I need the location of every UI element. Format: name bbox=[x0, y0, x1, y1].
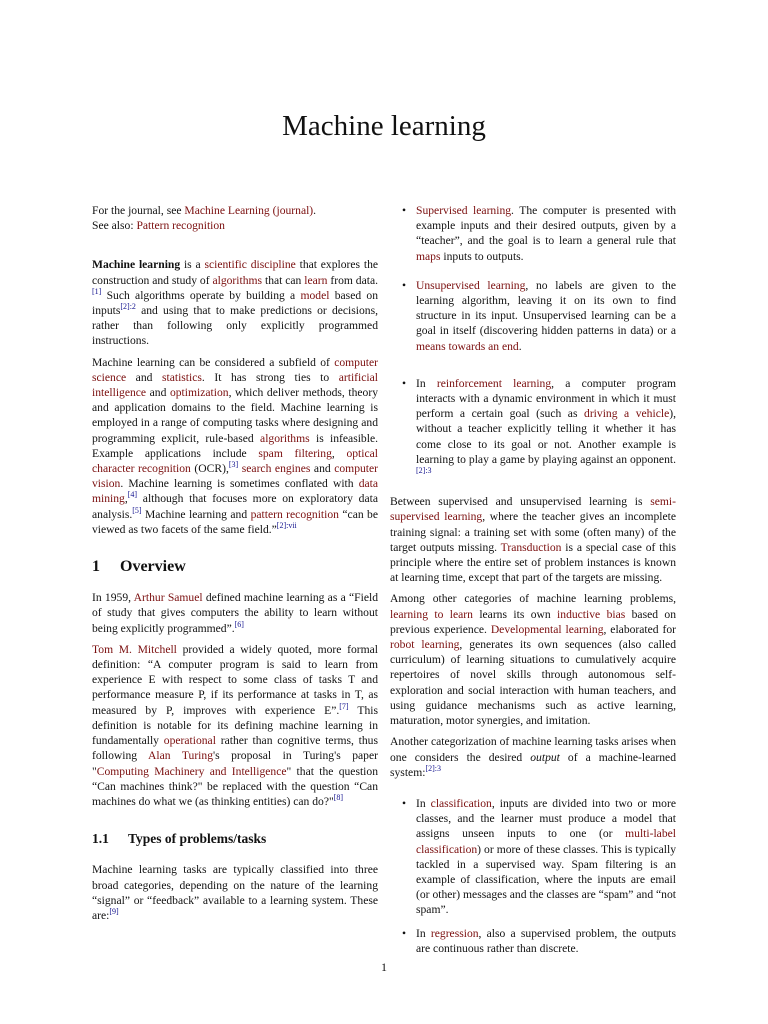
intro-paragraph-1: Machine learning is a scientific discipline that explores the construction and study of algorithms that can learn from data.[1] Such algorithms operate by building a model based on inputs$^{[2]:2}$ and using that to make predictions or decisions, rather than following only explicitly programmed instructions. bbox=[92, 258, 379, 348]
bullet-icon: • bbox=[402, 278, 407, 292]
link-pattern-recognition[interactable]: Pattern recognition bbox=[136, 219, 225, 233]
output-types-list bbox=[390, 796, 676, 956]
overview-paragraph-2: Tom M. Mitchell provided a widely quoted, more formal definition: “A computer program is said to learn from experience E with respect to some class of tasks T and performance measure P, if its performance at tasks in T, as measured by P, improves with experience E”.[7] This definition is notable for its defining machine learning in fundamentally operational rather than cognitive terms, thus following Alan Turing's proposal in Turing's paper "Computing Machinery and Intelligence" that the question “Can machines think?" be replaced with the question “Can machines do what we (as thinking entities) can do?"[8] bbox=[92, 642, 379, 808]
link-maps[interactable]: maps bbox=[416, 249, 441, 263]
link-computer-vision[interactable]: computer vision bbox=[92, 462, 379, 491]
bullet-icon: • bbox=[402, 796, 407, 810]
list-item: • In reinforcement learning, a computer program interacts with a dynamic environment in which it must perform a certain goal (such as driving a vehicle), without a teacher explicitly telling it whether it has come close to its goal or not. Another example is learning to play a game by playing against an opponent.$^{[2]:3}$ bbox=[402, 376, 676, 476]
citation-ref[interactable]: [2]:vii bbox=[276, 521, 297, 530]
overview-paragraph-1: In 1959, Arthur Samuel defined machine learning as a “Field of study that gives computers the ability to learn without being explicitly programmed”.[6] bbox=[92, 591, 378, 635]
link-unsupervised-learning[interactable]: Unsupervised learning bbox=[416, 278, 526, 292]
citation-ref[interactable]: [2]:3 bbox=[416, 466, 432, 476]
link-ocr[interactable]: optical character recognition bbox=[92, 446, 379, 476]
intro-paragraph-2: Machine learning can be considered a subfield of computer science and statistics. It has strong ties to artificial intelligence and optimization, which deliver methods, theory and application domains to the field. Machine learning is employed in a range of computing tasks where designing and programming explicit, rule-based algorithms is infeasible. Example applications include spam filtering, optical character recognition (OCR),[3] search engines and computer vision. Machine learning is sometimes conflated with data mining,[4] although that focuses more on exploratory data analysis.[5] Machine learning and pattern recognition “can be viewed as two facets of the same field.”$^{[2]:vii}$ bbox=[92, 355, 379, 536]
semi-supervised-paragraph: Between supervised and unsupervised learning is semi-supervised learning, where the teacher gives an incomplete training signal: a training set with some (often many) of the target outputs missing. Transduction is a special case of this principle where the entire set of problem instances is known at learning time, except that part of the targets are missing. bbox=[390, 495, 676, 585]
link-computer-science[interactable]: computer science bbox=[92, 355, 378, 384]
page-title: Machine learning bbox=[282, 110, 486, 142]
citation-ref[interactable]: [2]:2 bbox=[120, 302, 136, 312]
link-semi-supervised-learning[interactable]: semi-supervised learning bbox=[390, 495, 676, 524]
bullet-icon: • bbox=[402, 926, 407, 940]
link-operational[interactable]: operational bbox=[163, 734, 216, 748]
bullet-icon: • bbox=[402, 376, 407, 390]
citation-ref[interactable]: [4] bbox=[127, 490, 138, 500]
link-means-towards-an-end[interactable]: means towards an end bbox=[416, 339, 519, 353]
link-reinforcement-learning[interactable]: reinforcement learning bbox=[436, 376, 552, 390]
hatnote-see-also: See also: Pattern recognition bbox=[92, 219, 225, 233]
link-artificial-intelligence[interactable]: artificial intelligence bbox=[92, 370, 378, 400]
list-item: • Supervised learning. The computer is presented with example inputs and their desired outputs, given by a “teacher”, and the goal is to learn a general rule that maps inputs to outputs. bbox=[402, 204, 676, 263]
types-paragraph: Machine learning tasks are typically classified into three broad categories, depending on the nature of the learning “signal” or “feedback” available to a learning system. These are:[9] bbox=[92, 863, 378, 922]
citation-ref[interactable]: [6] bbox=[234, 619, 244, 629]
link-statistics[interactable]: statistics bbox=[161, 370, 202, 384]
bullet-icon: • bbox=[402, 204, 407, 217]
link-multi-label-classification[interactable]: multi-label classification bbox=[416, 827, 676, 856]
other-categories-paragraph: Among other categories of machine learning problems, learning to learn learns its own inductive bias based on previous experience. Developmental learning, elaborated for robot learning, generates its own sequences (also called curriculum) of learning situations to cumulatively acquire repertoires of novel skills through autonomous self-exploration and social interaction with human teachers, and using guidance mechanisms such as active learning, maturation, motor synergies, and imitation. bbox=[390, 592, 676, 728]
link-transduction[interactable]: Transduction bbox=[500, 540, 562, 554]
link-algorithms[interactable]: algorithms bbox=[212, 273, 263, 287]
link-supervised-learning[interactable]: Supervised learning bbox=[416, 204, 512, 217]
link-learn[interactable]: learn bbox=[304, 273, 328, 287]
link-alan-turing[interactable]: Alan Turing bbox=[147, 749, 213, 763]
link-classification[interactable]: classification bbox=[430, 796, 492, 810]
link-scientific-discipline[interactable]: scientific discipline bbox=[204, 258, 296, 272]
left-column bbox=[92, 203, 378, 929]
subsection-heading-types: 1.1 Types of problems/tasks bbox=[92, 831, 267, 847]
right-column bbox=[390, 203, 676, 956]
section-heading-overview: 1 Overview bbox=[92, 558, 186, 576]
citation-ref[interactable]: [8] bbox=[333, 793, 344, 803]
link-inductive-bias[interactable]: inductive bias bbox=[557, 607, 626, 621]
page-number: 1 bbox=[381, 960, 387, 974]
link-algorithms-2[interactable]: algorithms bbox=[260, 431, 310, 445]
link-developmental-learning[interactable]: Developmental learning bbox=[490, 622, 604, 636]
link-model[interactable]: model bbox=[300, 288, 330, 302]
link-spam-filtering[interactable]: spam filtering bbox=[258, 446, 332, 460]
hatnote-journal: For the journal, see Machine Learning (journal). bbox=[92, 204, 317, 217]
term-machine-learning: Machine learning bbox=[92, 258, 181, 272]
list-item: • Unsupervised learning, no labels are given to the learning algorithm, leaving it on its own to find structure in its input. Unsupervised learning can be a goal in itself (discovering hidden patterns in data) or a means towards an end. bbox=[402, 278, 676, 353]
citation-ref[interactable]: [2]:3 bbox=[425, 763, 441, 773]
link-robot-learning[interactable]: robot learning bbox=[390, 638, 460, 652]
link-machine-learning-journal[interactable]: Machine Learning (journal) bbox=[184, 204, 314, 217]
list-item: • In regression, also a supervised problem, the outputs are continuous rather than discrete. bbox=[402, 926, 676, 955]
output-categorization-paragraph: Another categorization of machine learning tasks arises when one considers the desired output of a machine-learned system:$^{[2]:3}$ bbox=[390, 735, 676, 779]
link-tom-mitchell[interactable]: Tom M. Mitchell bbox=[92, 642, 177, 656]
citation-ref[interactable]: [9] bbox=[109, 907, 119, 917]
link-regression[interactable]: regression bbox=[430, 926, 479, 940]
link-computing-machinery[interactable]: Computing Machinery and Intelligence bbox=[96, 764, 287, 778]
link-optimization[interactable]: optimization bbox=[169, 386, 229, 400]
citation-ref[interactable]: [5] bbox=[132, 505, 142, 515]
citation-ref[interactable]: [1] bbox=[92, 286, 102, 296]
citation-ref[interactable]: [7] bbox=[339, 701, 349, 711]
link-learning-to-learn[interactable]: learning to learn bbox=[390, 607, 473, 621]
link-search-engines[interactable]: search engines bbox=[241, 462, 311, 476]
link-data-mining[interactable]: data mining bbox=[92, 477, 378, 506]
citation-ref[interactable]: [3] bbox=[228, 460, 239, 470]
link-pattern-recognition-2[interactable]: pattern recognition bbox=[250, 507, 339, 521]
link-arthur-samuel[interactable]: Arthur Samuel bbox=[133, 591, 203, 605]
learning-types-list bbox=[390, 203, 676, 482]
link-driving-a-vehicle[interactable]: driving a vehicle bbox=[584, 407, 670, 421]
list-item: • In classification, inputs are divided into two or more classes, and the learner must produce a model that assigns unseen inputs to one (or multi-label classification) or more of these classes. This is typically tackled in a supervised way. Spam filtering is an example of classification, where the inputs are email (or other) messages and the classes are “spam” and “not spam”. bbox=[402, 796, 676, 917]
